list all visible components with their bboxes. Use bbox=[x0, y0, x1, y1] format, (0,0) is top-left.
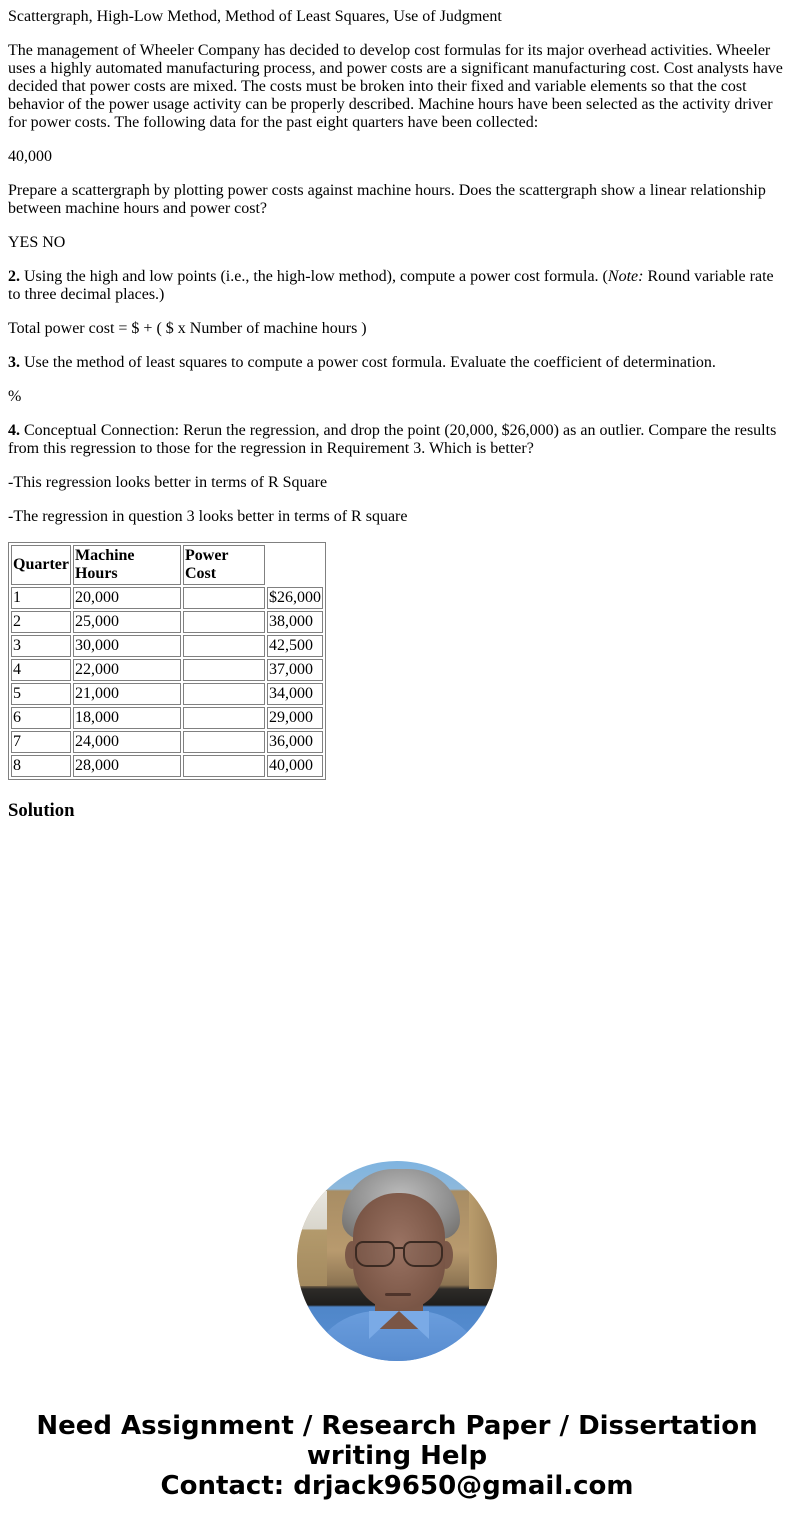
cell-quarter: 2 bbox=[11, 611, 71, 633]
question-4-text: Conceptual Connection: Rerun the regression, and drop the point (20,000, $26,000) as an outlier. Compare the results from this regression to those for the regression in Requirement 3. Which is better? bbox=[8, 422, 777, 457]
question-4-option-a: -This regression looks better in terms of R Square bbox=[8, 474, 328, 491]
table-row bbox=[11, 587, 323, 609]
cell-blank bbox=[183, 659, 265, 681]
question-1-prompt: Prepare a scattergraph by plotting power costs against machine hours. Does the scattergraph show a linear relationship between machine hours and power cost? bbox=[8, 182, 766, 217]
table-row bbox=[11, 707, 323, 729]
header-quarter: Quarter bbox=[11, 545, 71, 585]
cell-quarter: 1 bbox=[11, 587, 71, 609]
cell-quarter: 5 bbox=[11, 683, 71, 705]
cell-machine-hours: 30,000 bbox=[73, 635, 181, 657]
header-machine-hours: Machine Hours bbox=[73, 545, 181, 585]
question-4-number: 4. bbox=[8, 422, 20, 439]
cell-quarter: 4 bbox=[11, 659, 71, 681]
cell-blank bbox=[183, 731, 265, 753]
promo-banner bbox=[0, 1411, 794, 1501]
cell-blank bbox=[183, 587, 265, 609]
cell-machine-hours: 18,000 bbox=[73, 707, 181, 729]
question-3-number: 3. bbox=[8, 354, 20, 371]
table-row bbox=[11, 659, 323, 681]
cell-quarter: 6 bbox=[11, 707, 71, 729]
cell-quarter: 3 bbox=[11, 635, 71, 657]
cell-power-cost: 40,000 bbox=[267, 755, 323, 777]
intro-paragraph: The management of Wheeler Company has decided to develop cost formulas for its major overhead activities. Wheeler uses a highly automated manufacturing process, and power costs are a significant manufacturing cost. Cost analysts have decided that power costs are mixed. The costs must be broken into their fixed and variable elements so that the cost behavior of the power usage activity can be properly described. Machine hours have been selected as the activity driver for power costs. The following data for the past eight quarters have been collected: bbox=[8, 42, 783, 131]
avatar-collar-right bbox=[399, 1311, 429, 1339]
cell-power-cost: 34,000 bbox=[267, 683, 323, 705]
promo-line-1: Need Assignment / Research Paper / Dissertation bbox=[36, 1411, 758, 1441]
question-3 bbox=[8, 354, 786, 372]
table-row bbox=[11, 611, 323, 633]
cell-blank bbox=[183, 755, 265, 777]
cell-power-cost: 29,000 bbox=[267, 707, 323, 729]
cell-blank bbox=[183, 611, 265, 633]
question-4 bbox=[8, 422, 786, 458]
cell-machine-hours: 24,000 bbox=[73, 731, 181, 753]
power-cost-formula: Total power cost = $ + ( $ x Number of machine hours ) bbox=[8, 320, 367, 337]
cell-machine-hours: 28,000 bbox=[73, 755, 181, 777]
cell-power-cost: 36,000 bbox=[267, 731, 323, 753]
table-row bbox=[11, 683, 323, 705]
promo-line-2: writing Help bbox=[306, 1441, 488, 1471]
question-2-number: 2. bbox=[8, 268, 20, 285]
promo-contact: Contact: drjack9650@gmail.com bbox=[160, 1471, 634, 1501]
avatar-mouth bbox=[385, 1293, 411, 1296]
table-row bbox=[11, 755, 323, 777]
percent-sign: % bbox=[8, 388, 22, 405]
header-power-cost: Power Cost bbox=[183, 545, 265, 585]
cell-power-cost: $26,000 bbox=[267, 587, 323, 609]
table-row bbox=[11, 731, 323, 753]
document-title: Scattergraph, High-Low Method, Method of Least Squares, Use of Judgment bbox=[8, 8, 502, 25]
cell-quarter: 7 bbox=[11, 731, 71, 753]
solution-heading: Solution bbox=[8, 800, 75, 821]
question-1-options: YES NO bbox=[8, 234, 66, 251]
glasses-bridge bbox=[393, 1247, 403, 1249]
note-label: Note: bbox=[607, 268, 644, 285]
cell-power-cost: 38,000 bbox=[267, 611, 323, 633]
avatar-collar-left bbox=[369, 1311, 399, 1339]
question-2-text: Using the high and low points (i.e., the high-low method), compute a power cost formula. ( bbox=[20, 268, 608, 285]
cell-machine-hours: 22,000 bbox=[73, 659, 181, 681]
avatar-background-wall-left bbox=[297, 1191, 327, 1286]
glasses-icon bbox=[403, 1241, 443, 1267]
cell-blank bbox=[183, 707, 265, 729]
cell-machine-hours: 25,000 bbox=[73, 611, 181, 633]
glasses-icon bbox=[355, 1241, 395, 1267]
table-row bbox=[11, 635, 323, 657]
cell-quarter: 8 bbox=[11, 755, 71, 777]
cell-machine-hours: 20,000 bbox=[73, 587, 181, 609]
question-2-note-text: Round variable rate to three decimal places.) bbox=[8, 268, 774, 303]
question-4-option-b: -The regression in question 3 looks better in terms of R square bbox=[8, 508, 408, 525]
cell-power-cost: 37,000 bbox=[267, 659, 323, 681]
author-avatar bbox=[297, 1161, 497, 1361]
table-header-row bbox=[11, 545, 323, 585]
document-body bbox=[0, 8, 794, 822]
question-2 bbox=[8, 268, 786, 304]
avatar-background-wall-right bbox=[469, 1189, 497, 1289]
cell-machine-hours: 21,000 bbox=[73, 683, 181, 705]
stray-value: 40,000 bbox=[8, 148, 52, 165]
question-3-text: Use the method of least squares to compute a power cost formula. Evaluate the coefficient of determination. bbox=[20, 354, 716, 371]
cell-power-cost: 42,500 bbox=[267, 635, 323, 657]
cell-blank bbox=[183, 635, 265, 657]
quarterly-data-table bbox=[8, 542, 326, 780]
cell-blank bbox=[183, 683, 265, 705]
